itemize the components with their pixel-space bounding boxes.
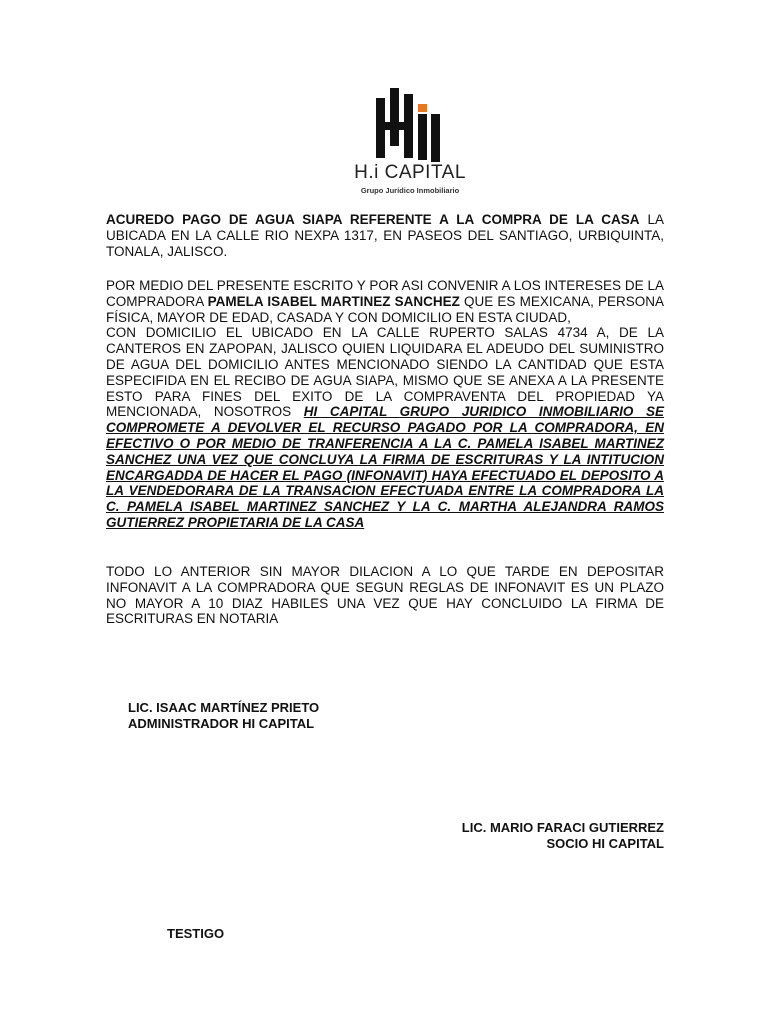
logo-tagline: Grupo Jurídico Inmobiliario: [360, 186, 460, 195]
company-logo: [322, 80, 498, 204]
logo-name: H.i CAPITAL: [354, 162, 466, 183]
document-title: ACUREDO PAGO DE AGUA SIAPA REFERENTE A LA COMPRA DE LA CASA: [106, 212, 640, 227]
deadline-paragraph: [106, 564, 664, 627]
hi-capital-logo-mark-icon: [374, 84, 446, 164]
commitment-text: HI CAPITAL GRUPO JURIDICO INMOBILIARIO SE COMPROMETE A DEVOLVER EL RECURSO PAGADO POR LA COMPRADORA, EN EFECTIVO O POR MEDIO DE TRANFERENCIA A LA C. PAMELA ISABEL MARTINEZ SANCHEZ UNA VEZ QUE CONCLUYA LA FIRMA DE ESCRITURAS Y LA INTITUCION ENCARGADDA DE HACER EL PAGO (INFONAVIT) HAYA EFECTUADO EL DEPOSITO A LA VENDEDORARA DE LA TRANSACION EFECTUADA ENTRE LA COMPRADORA LA C.: [106, 404, 664, 515]
property-address: LA UBICADA EN LA CALLE RIO NEXPA 1317, EN PASEOS DEL SANTIAGO, URBIQUINTA, TONALA, JALISCO.: [106, 212, 664, 259]
address-text: CON DOMICILIO EL UBICADO EN LA CALLE RUPERTO SALAS 4734 A, DE LA CANTEROS EN ZAPOPAN, JALISCO QUIEN LIQUIDARA EL ADEUDO DEL SUMINISTRO DE AGUA DEL DOMICILIO ANTES MENCIONADO SIENDO LA CANTIDAD QUE ESTA ESPECIFIDA EN EL RECIBO DE AGUA SIAPA, MISMO QUE SE ANEXA A LA PRESENTE ESTO PARA FINES DEL EXITO DE LA COMPRAVENTA DEL PROPIEDAD YA MENCIONADA, NOSOTROS: [106, 325, 664, 420]
document-heading: [106, 212, 664, 259]
witness-label: TESTIGO: [167, 926, 225, 941]
signer-role: ADMINISTRADOR HI CAPITAL: [128, 716, 315, 731]
signer-name: LIC. MARIO FARACI GUTIERREZ: [461, 820, 664, 835]
signature-block-administrator: [128, 700, 319, 732]
signer-role: SOCIO HI CAPITAL: [546, 836, 664, 851]
parties-text: PAMELA ISABEL MARTINEZ SANCHEZ Y LA C. MARTHA ALEJANDRA RAMOS GUTIERREZ PROPIETARIA DE LA CASA: [106, 499, 664, 530]
agreement-paragraph: [106, 278, 664, 531]
deadline-text: TODO LO ANTERIOR SIN MAYOR DILACION A LO QUE TARDE EN DEPOSITAR INFONAVIT A LA COMPRADORA QUE SEGUN REGLAS DE INFONAVIT ES UN PLAZO NO MAYOR A 10 DIAZ HABILES UNA VEZ QUE HAY CONCLUIDO LA FIRMA DE ESCRITURAS EN NOTARIA: [106, 564, 664, 627]
buyer-name: PAMELA ISABEL MARTINEZ SANCHEZ: [207, 293, 460, 309]
signature-block-partner: [462, 820, 664, 852]
buyer-description: QUE ES MEXICANA, PERSONA FÍSICA, MAYOR DE EDAD, CASADA Y CON DOMICILIO EN ESTA CIUDAD,: [106, 293, 665, 325]
intro-text: POR MEDIO DEL PRESENTE ESCRITO Y POR ASI CONVENIR A LOS INTERESES DE LA COMPRADORA: [106, 278, 664, 309]
signer-name: LIC. ISAAC MARTÍNEZ PRIETO: [128, 700, 320, 715]
